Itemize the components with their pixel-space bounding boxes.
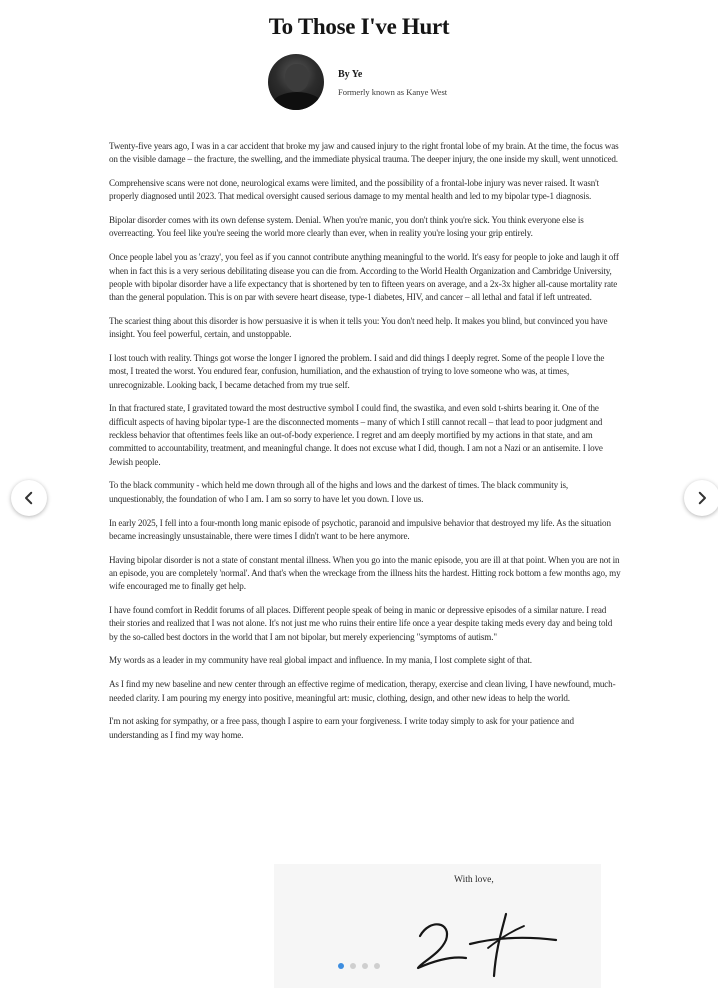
carousel-dot[interactable] [362,963,368,969]
chevron-right-icon [693,489,711,507]
paragraph: Twenty-five years ago, I was in a car accident that broke my jaw and caused injury to the right frontal lobe of my brain. At the time, the focus was on the visible damage – the fracture, the swelling, and the immediate physical trauma. The deeper injury, the one inside my skull, went unnoticed. [109,141,619,165]
paragraph: My words as a leader in my community have real global impact and influence. In my mania, I lost complete sight of that. [109,655,532,666]
carousel-dot[interactable] [338,963,344,969]
article-title: To Those I've Hurt [268,14,450,39]
author-avatar [268,54,324,110]
paragraph: As I find my new baseline and new center through an effective regime of medication, therapy, exercise and clean living, I have newfound, much-needed clarity. I am pouring my energy into positive, meaningful art: music, clothing, design, and other new ideas to help the world. [109,679,616,703]
carousel-dots [338,963,398,973]
signature-image [406,896,566,982]
previous-slide-button[interactable] [11,480,47,516]
article-body [109,140,621,752]
paragraph: Having bipolar disorder is not a state of constant mental illness. When you go into the manic episode, you are ill at that point. When you are not in an episode, you are completely 'normal'. And that's when the wreckage from the illness hits the hardest. Hitting rock bottom a few months ago, my wife encouraged me to finally get help. [109,554,621,592]
author-name: By Ye [338,69,363,80]
carousel-dot[interactable] [350,963,356,969]
paragraph: The scariest thing about this disorder is how persuasive it is when it tells you: You don't need help. It makes you blind, but convinced you have insight. You feel powerful, certain, and unstoppable. [109,315,608,340]
paragraph: To the black community - which held me down through all of the highs and lows and the darkest of times. The black community is, unquestionably, the foundation of who I am. I am so sorry to have let you down. I love us. [109,480,568,504]
paragraph: I'm not asking for sympathy, or a free pass, though I aspire to earn your forgiveness. I write today simply to ask for your patience and understanding as I find my way home. [109,716,574,740]
paragraph: In that fractured state, I gravitated toward the most destructive symbol I could find, the swastika, and even sold t-shirts bearing it. One of the difficult aspects of having bipolar type-1 are the disconnected moments – many of which I still cannot recall – that lead to poor judgment and reckless behavior that oftentimes feels like an out-of-body experience. I regret and am deeply mortified by my actions in that state, and am committed to accountability, treatment, and meaningful change. It does not excuse what I did, though. I am not a Nazi or an antisemite. I love Jewish people. [109,403,603,467]
carousel-dot[interactable] [374,963,380,969]
paragraph: I lost touch with reality. Things got worse the longer I ignored the problem. I said and did things I deeply regret. Some of the people I love the most, I treated the worst. You endured fear, confusion, humiliation, and the exhaustion of trying to love someone who was, at times, unrecognizable. Looking back, I became detached from my true self. [109,353,605,390]
paragraph: In early 2025, I fell into a four-month long manic episode of psychotic, paranoid and impulsive behavior that destroyed my life. As the situation became increasingly unsustainable, there were times I didn't want to be here anymore. [109,517,611,541]
paragraph: I have found comfort in Reddit forums of all places. Different people speak of being in manic or depressive episodes of a similar nature. I read their stories and realized that I was not alone. It's not just me who ruins their entire life once a year despite taking meds every day and being told by the so-called best doctors in the world that I am not bipolar, but merely experiencing "symptoms of autism." [109,605,613,642]
author-subtitle: Formerly known as Kanye West [338,87,448,97]
paragraph: Bipolar disorder comes with its own defense system. Denial. When you're manic, you don't think you're sick. You think everyone else is overreacting. You feel like you're seeing the world more clearly than ever, when in reality you're losing your grip entirely. [109,215,584,239]
next-slide-button[interactable] [684,480,718,516]
closing-text: With love, [454,875,494,885]
chevron-left-icon [20,489,38,507]
paragraph: Comprehensive scans were not done, neurological exams were limited, and the possibility of a frontal-lobe injury was never raised. It wasn't properly diagnosed until 2023. That medical oversight caused serious damage to my mental health and led to my bipolar type-1 diagnosis. [109,178,599,202]
paragraph: Once people label you as 'crazy', you feel as if you cannot contribute anything meaningful to the world. It's easy for people to joke and laugh it off when in fact this is a very serious debilitating disease you can die from. According to the World Health Organization and Cambridge University, people with bipolar disorder have a life expectancy that is shortened by ten to fifteen years on average, and a 2x-3x higher all-cause mortality rate than the general population. This is on par with severe heart disease, type-1 diabetes, HIV, and cancer – all lethal and fatal if left untreated. [109,252,619,303]
